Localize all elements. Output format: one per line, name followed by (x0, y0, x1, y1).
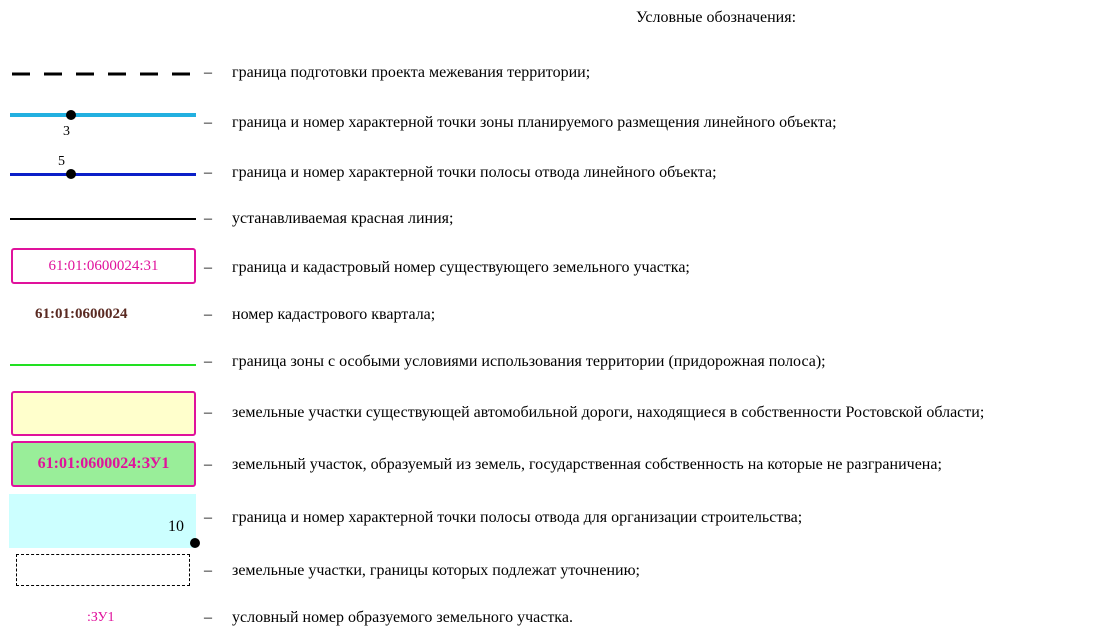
legend-text: граница зоны с особыми условиями использования территории (придорожная полоса); (232, 353, 826, 370)
dashed-boundary-symbol (10, 54, 200, 94)
legend-row-right-of-way (0, 152, 1120, 192)
legend-dash: – (204, 164, 212, 181)
legend-text: устанавливаемая красная линия; (232, 210, 454, 227)
legend-title: Условные обозначения: (636, 9, 797, 26)
legend-dash: – (204, 609, 212, 626)
legend-row-conditional-number (0, 599, 1120, 639)
right-of-way-line-symbol (10, 173, 196, 176)
existing-parcel-symbol: 61:01:0600024:31 (11, 248, 196, 284)
formed-parcel-symbol: 61:01:0600024:ЗУ1 (11, 441, 196, 487)
legend-text: условный номер образуемого земельного участка. (232, 609, 573, 626)
legend-row-formed-parcel (0, 441, 1120, 481)
legend-row-cadastral-quarter (0, 296, 1120, 336)
legend-dash: – (204, 509, 212, 526)
legend-dash: – (204, 64, 212, 81)
characteristic-point-marker (66, 169, 76, 179)
legend-row-construction-strip (0, 494, 1120, 534)
legend-dash: – (204, 210, 212, 227)
legend-text: граница и кадастровый номер существующего земельного участка; (232, 259, 690, 276)
placement-zone-line-symbol (10, 113, 196, 117)
legend-text: земельные участки существующей автомобильной дороги, находящиеся в собственности Ростовской области; (232, 404, 985, 421)
legend-dash: – (204, 353, 212, 370)
characteristic-point-marker (66, 110, 76, 120)
legend-text: земельный участок, образуемый из земель, государственная собственность на которые не разграничена; (232, 456, 942, 473)
road-parcels-symbol (11, 391, 196, 436)
special-zone-line-symbol (10, 364, 196, 366)
legend-text: номер кадастрового квартала; (232, 306, 436, 323)
legend-row-placement-zone (0, 103, 1120, 143)
legend-dash: – (204, 404, 212, 421)
legend-row-red-line (0, 200, 1120, 240)
point-number: 5 (58, 154, 65, 169)
parcels-to-clarify-symbol (16, 554, 190, 586)
legend-dash: – (204, 114, 212, 131)
conditional-number-label: :ЗУ1 (87, 610, 115, 625)
cadastral-quarter-label: 61:01:0600024 (35, 306, 128, 322)
legend-row-survey-boundary (0, 54, 1120, 94)
point-number: 10 (168, 518, 184, 535)
legend-row-existing-parcel (0, 248, 1120, 288)
legend-text: граница и номер характерной точки полосы отвода линейного объекта; (232, 164, 717, 181)
legend-row-special-zone (0, 344, 1120, 384)
legend-dash: – (204, 456, 212, 473)
legend-text: граница и номер характерной точки зоны планируемого размещения линейного объекта; (232, 114, 837, 131)
legend-dash: – (204, 562, 212, 579)
point-number: 3 (63, 124, 70, 139)
legend-row-road-parcels (0, 391, 1120, 431)
legend-dash: – (204, 306, 212, 323)
legend-dash: – (204, 259, 212, 276)
legend-text: граница и номер характерной точки полосы отвода для организации строительства; (232, 509, 803, 526)
characteristic-point-marker (190, 538, 200, 548)
legend-row-parcels-to-clarify (0, 552, 1120, 592)
legend-text: граница подготовки проекта межевания территории; (232, 64, 591, 81)
legend-text: земельные участки, границы которых подлежат уточнению; (232, 562, 640, 579)
red-line-symbol (10, 218, 196, 220)
